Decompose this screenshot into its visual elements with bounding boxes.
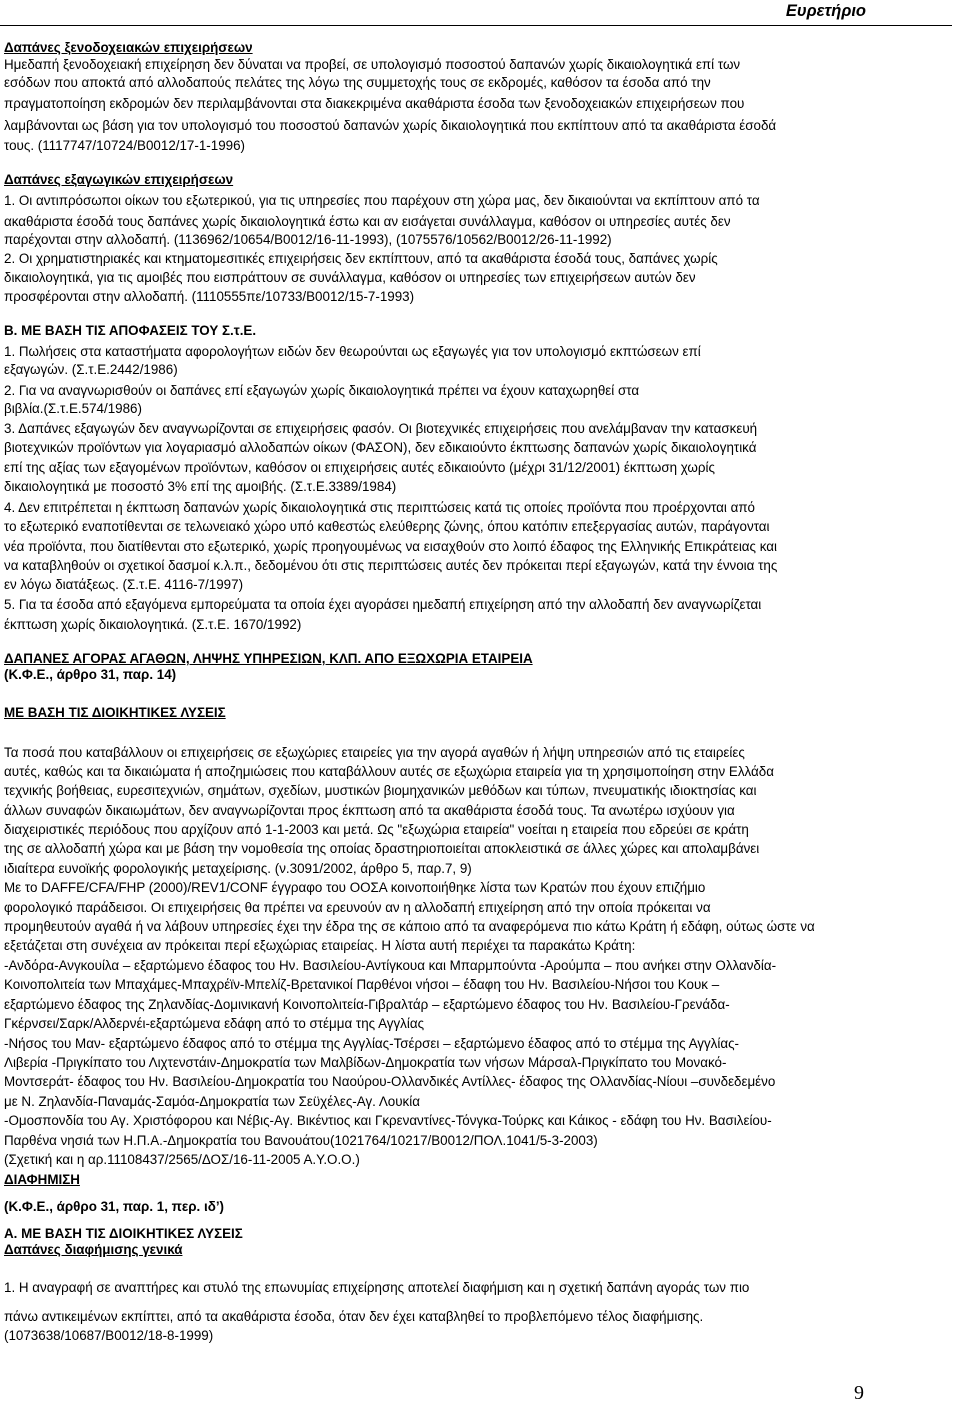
text-line: φορολογικό παράδεισοι. Οι επιχειρήσεις θα πρέπει να ερευνούν αν η αλλοδαπή επιχείρηση από την οποία πρόκειται να <box>4 900 711 915</box>
text-line: (1073638/10687/Β0012/18-8-1999) <box>4 1328 214 1343</box>
text-line: ακαθάριστα έσοδά τους δαπάνες χωρίς δικαιολογητικά έστω και αν εισάγεται συνάλλαγμα, καθόσον οι υπηρεσίες αυτές δεν <box>4 214 731 229</box>
text-line: βιβλία.(Σ.τ.Ε.574/1986) <box>4 401 142 416</box>
text-line: τεχνικής βοήθειας, ευρεσιτεχνιών, σημάτων, σχεδίων, μυστικών βιομηχανικών μεθόδων και τύπων, πνευματικής ιδιοκτησίας και <box>4 783 757 798</box>
text-line: Δαπάνες διαφήμισης γενικά <box>4 1242 183 1257</box>
text-line: 1. Η αναγραφή σε αναπτήρες και στυλό της επωνυμίας επιχείρησης αποτελεί διαφήμιση και η σχετική δαπάνη αγοράς των πιο <box>4 1280 750 1295</box>
text-line: βιοτεχνικών προϊόντων για λογαριασμό αλλοδαπών οίκων (ΦΑΣΟΝ), δεν εδικαιούντο έκπτωσης δαπανών χωρίς δικαιολογητικά <box>4 440 757 455</box>
text-line: Γκέρνσει/Σαρκ/Αλδερνέι-εξαρτώμενα εδάφη από το στέμμα της Αγγλίας <box>4 1016 425 1031</box>
text-line: Λιβερία -Πριγκίπατο του Λιχτενστάιν-Δημοκρατία των Μαλβίδων-Δημοκρατία των νήσων Μάρσαλ-Πριγκίπατο του Μονακό- <box>4 1055 727 1070</box>
text-line: 4. Δεν επιτρέπεται η έκπτωση δαπανών χωρίς δικαιολογητικά στις περιπτώσεις κατά τις οποίες προϊόντα που προέρχονται από <box>4 500 756 515</box>
text-line: επί της αξίας των εξαγομένων προϊόντων, καθόσον οι επιχειρήσεις αυτές εδικαιούντο (μέχρι 31/12/2001) έκπτωση χωρίς <box>4 460 715 475</box>
text-line: -Ανδόρα-Ανγκουίλα – εξαρτώμενο έδαφος του Ην. Βασιλείου-Αντίγκουα και Μπαρμπούντα -Αρούμπα – που ανήκει στην Ολλανδία- <box>4 958 777 973</box>
text-line: δικαιολογητικά, για τις αμοιβές που εισπράττουν σε συνάλλαγμα, καθόσον οι υπηρεσίες των επιχειρήσεων αυτών δεν <box>4 270 696 285</box>
text-line: με Ν. Ζηλανδία-Παναμάς-Σαμόα-Δημοκρατία των Σεϋχέλες-Αγ. Λουκία <box>4 1094 420 1109</box>
text-line: ΜΕ ΒΑΣΗ ΤΙΣ ΔΙΟΙΚΗΤΙΚΕΣ ΛΥΣΕΙΣ <box>4 705 226 720</box>
text-line: εσόδων που αποκτά από αλλοδαπούς πελάτες της λόγω της συμμετοχής τους σε εκδρομές, καθόσον τα έσοδα από την <box>4 75 711 90</box>
text-line: άλλων συναφών δικαιωμάτων, δεν αναγνωρίζονται προς έκπτωση από τα ακαθάριστα έσοδά τους. Τα ανωτέρω ισχύουν για <box>4 803 735 818</box>
text-line: ΔΙΑΦΗΜΙΣΗ <box>4 1172 80 1187</box>
text-line: -Ομοσπονδία του Αγ. Χριστόφορου και Νέβις-Αγ. Βικέντιος και Γκρεναντίνες-Τόνγκα-Τούρκς και Κάικος - εδάφη του Ην. Βασιλείου- <box>4 1113 772 1128</box>
header-rule <box>0 25 952 26</box>
text-line: Παρθένα νησιά των Η.Π.Α.-Δημοκρατία του Βανουάτου(1021764/10217/Β0012/ΠΟΛ.1041/5-3-2003) <box>4 1133 598 1148</box>
text-line: 1. Οι αντιπρόσωποι οίκων του εξωτερικού, για τις υπηρεσίες που παρέχουν στη χώρα μας, δεν δικαιούνται να εκπίπτουν από τα <box>4 193 760 208</box>
text-line: εξαρτώμενο έδαφος της Ζηλανδίας-Δομινικανή Κοινοπολιτεία-Γιβραλτάρ – εξαρτώμενο έδαφος του Ην. Βασιλείου-Γρενάδα- <box>4 997 730 1012</box>
text-line: Μοντσεράτ- έδαφος του Ην. Βασιλείου-Δημοκρατία του Ναούρου-Ολλανδικές Αντίλλες- έδαφος της Ολλανδίας-Νίουι –συνδεδεμένο <box>4 1074 776 1089</box>
page-number: 9 <box>854 1382 864 1404</box>
page-header-title: Ευρετήριο <box>785 2 866 20</box>
text-line: ΔΑΠΑΝΕΣ ΑΓΟΡΑΣ ΑΓΑΘΩΝ, ΛΗΨΗΣ ΥΠΗΡΕΣΙΩΝ, ΚΛΠ. ΑΠΟ ΕΞΩΧΩΡΙΑ ΕΤΑΙΡΕΙΑ <box>4 651 533 666</box>
text-line: εξετάζεται στη συνέχεια αν πρόκειται περί εξωχώριας εταιρείας. Η λίστα αυτή περιέχει τα παρακάτω Κράτη: <box>4 938 636 953</box>
text-line: παρέχονται στην αλλοδαπή. (1136962/10654/Β0012/16-11-1993), (1075576/10562/Β0012/26-11-1992) <box>4 232 612 247</box>
text-line: Δαπάνες εξαγωγικών επιχειρήσεων <box>4 172 234 187</box>
text-line: Κοινοπολιτεία των Μπαχάμες-Μπαχρέϊν-Μπελίζ-Βρετανικοί Παρθένοι νήσοι – έδαφη του Ην. Βασιλείου-Νήσοι του Κουκ – <box>4 977 720 992</box>
text-line: (Κ.Φ.Ε., άρθρο 31, παρ. 14) <box>4 667 177 682</box>
text-line: εν λόγω διατάξεως. (Σ.τ.Ε. 4116-7/1997) <box>4 577 244 592</box>
text-line: Α. ΜΕ ΒΑΣΗ ΤΙΣ ΔΙΟΙΚΗΤΙΚΕΣ ΛΥΣΕΙΣ <box>4 1226 243 1241</box>
text-line: δικαιολογητικά με ποσοστό 3% επί της αμοιβής. (Σ.τ.Ε.3389/1984) <box>4 479 397 494</box>
text-line: 3. Δαπάνες εξαγωγών δεν αναγνωρίζονται σε επιχειρήσεις φασόν. Οι βιοτεχνικές επιχειρήσεις που ανελάμβαναν την κατασκευή <box>4 421 758 436</box>
text-line: 5. Για τα έσοδα από εξαγόμενα εμπορεύματα τα οποία έχει αγοράσει ημεδαπή επιχείρηση από την αλλοδαπή δεν αναγνωρίζεται <box>4 597 762 612</box>
text-line: Δαπάνες ξενοδοχειακών επιχειρήσεων <box>4 40 253 55</box>
text-line: νέα προϊόντα, που διατίθενται στο εξωτερικό, χωρίς προηγουμένως να εισαχθούν στο λοιπό έδαφος της Ελληνικής Επικράτειας και <box>4 539 777 554</box>
text-line: λαμβάνονται ως βάση για τον υπολογισμό του ποσοστού δαπανών χωρίς δικαιολογητικά που εκπίπτουν από τα ακαθάριστα έσοδά <box>4 118 777 133</box>
text-line: 2. Οι χρηματιστηριακές και κτηματομεσιτικές επιχειρήσεις δεν εκπίπτουν, από τα ακαθάριστα έσοδά τους, δαπάνες χωρίς <box>4 251 718 266</box>
text-line: εξαγωγών. (Σ.τ.Ε.2442/1986) <box>4 362 178 377</box>
text-line: της σε αλλοδαπή χώρα και με βάση την νομοθεσία της οποίας δραστηριοποιείται αποκλειστικά σε άλλες χώρες και απολαμβάνει <box>4 841 760 856</box>
text-line: Τα ποσά που καταβάλλουν οι επιχειρήσεις σε εξωχώριες εταιρείες για την αγορά αγαθών ή λήψη υπηρεσιών από τις εταιρείες <box>4 745 745 760</box>
text-line: προσφέρονται στην αλλοδαπή. (1110555πε/10733/Β0012/15-7-1993) <box>4 289 415 304</box>
text-line: 2. Για να αναγνωρισθούν οι δαπάνες επί εξαγωγών χωρίς δικαιολογητικά πρέπει να έχουν καταχωρηθεί στα <box>4 383 640 398</box>
text-line: πάνω αντικειμένων εκπίπτει, από τα ακαθάριστα έσοδα, όταν δεν έχει καταβληθεί το προβλεπόμενο τέλος διαφήμισης. <box>4 1309 704 1324</box>
text-line: ιδιαίτερα ευνοϊκής φορολογικής μεταχείρισης. (ν.3091/2002, άρθρο 5, παρ.7, 9) <box>4 861 472 876</box>
text-line: αυτές, καθώς και τα δικαιώματα ή αποζημιώσεις που καταβάλλουν αυτές σε εξωχώρια εταιρεία για τη χρησιμοποίηση στην Ελλάδα <box>4 764 774 779</box>
text-line: (Κ.Φ.Ε., άρθρο 31, παρ. 1, περ. ιδ’) <box>4 1199 225 1214</box>
text-line: Με το DAFFE/CFA/FHP (2000)/REV1/CONF έγγραφο του ΟΟΣΑ κοινοποιήθηκε λίστα των Κρατών που έχουν επιζήμιο <box>4 880 706 895</box>
text-line: να καταβληθούν οι σχετικοί δασμοί κ.λ.π., δεδομένου ότι στις περιπτώσεις αυτές δεν πρόκειται περί εξαγωγών, κατά την έννοια της <box>4 558 778 573</box>
text-line: διαχειριστικές περιόδους που αρχίζουν από 1-1-2003 και μετά. Ως "εξωχώρια εταιρεία" νοείται η εταιρεία που εδρεύει σε κράτη <box>4 822 749 837</box>
text-line: (Σχετική και η αρ.11108437/2565/ΔΟΣ/16-11-2005 Α.Υ.Ο.Ο.) <box>4 1152 360 1167</box>
text-line: προμηθευτούν αγαθά ή να λάβουν υπηρεσίες έχει την έδρα της σε κάποιο από τα αναφερόμενα πιο κάτω Κράτη ή εδάφη, ούτως ώστε να <box>4 919 815 934</box>
text-line: -Νήσος του Μαν- εξαρτώμενο έδαφος από το στέμμα της Αγγλίας-Τσέρσει – εξαρτώμενο έδαφος από το στέμμα της Αγγλίας- <box>4 1036 739 1051</box>
text-line: πραγματοποίηση εκδρομών δεν περιλαμβάνονται στα διακεκριμένα ακαθάριστα έσοδα των ξενοδοχειακών επιχειρήσεων που <box>4 96 745 111</box>
text-line: τους. (1117747/10724/Β0012/17-1-1996) <box>4 138 245 153</box>
text-line: Β. ΜΕ ΒΑΣΗ ΤΙΣ ΑΠΟΦΑΣΕΙΣ ΤΟΥ Σ.τ.Ε. <box>4 323 257 338</box>
text-line: Ημεδαπή ξενοδοχειακή επιχείρηση δεν δύναται να προβεί, σε υπολογισμό ποσοστού δαπανών χωρίς δικαιολογητικά επί των <box>4 57 741 72</box>
text-line: 1. Πωλήσεις στα καταστήματα αφορολογήτων ειδών δεν θεωρούνται ως εξαγωγές για τον υπολογισμό εκπτώσεων επί <box>4 344 701 359</box>
text-line: το εξωτερικό εναποτίθενται σε τελωνειακό χώρο υπό καθεστώς ελεύθερης ζώνης, όπου κατόπιν επεξεργασίας αυτών, παράγονται <box>4 519 770 534</box>
text-line: έκπτωση χωρίς δικαιολογητικά. (Σ.τ.Ε. 1670/1992) <box>4 617 302 632</box>
